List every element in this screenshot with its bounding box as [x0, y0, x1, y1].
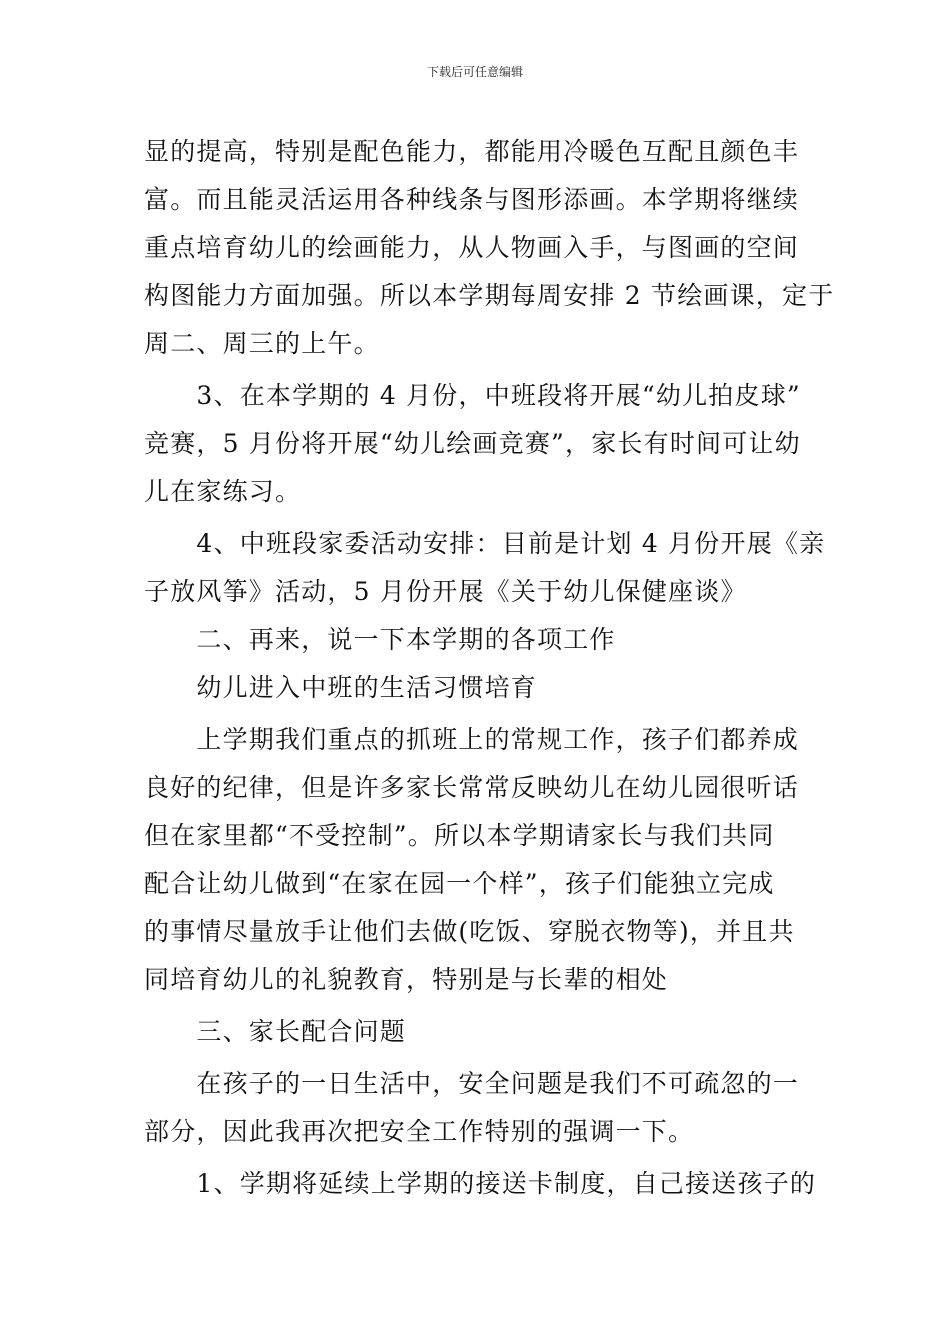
subsection-heading: 幼儿进入中班的生活习惯培育: [144, 673, 538, 702]
text-line: 3、在本学期的 4 月份，中班段将开展“幼儿拍皮球”: [144, 381, 801, 410]
section-heading: 二、再来，说一下本学期的各项工作: [144, 625, 616, 654]
text-line: 的事情尽量放手让他们去做(吃饭、穿脱衣物等)，并且共: [144, 917, 795, 946]
text-line: 部分，因此我再次把安全工作特别的强调一下。: [144, 1117, 695, 1146]
text-line: 配合让幼儿做到“在家在园一个样”，孩子们能独立完成: [144, 869, 775, 898]
text-line: 良好的纪律，但是许多家长常常反映幼儿在幼儿园很听话: [144, 773, 800, 802]
text-line: 竞赛，5 月份将开展“幼儿绘画竞赛”，家长有时间可让幼: [144, 429, 801, 458]
text-line: 儿在家练习。: [144, 477, 302, 506]
page-header-note: 下载后可任意编辑: [426, 65, 523, 79]
text-line: 同培育幼儿的礼貌教育，特别是与长辈的相处: [144, 965, 669, 994]
text-line: 但在家里都“不受控制”。所以本学期请家长与我们共同: [144, 821, 775, 850]
document-body: [144, 128, 835, 1208]
text-line: 富。而且能灵活运用各种线条与图形添画。本学期将继续: [144, 185, 800, 214]
text-line: 构图能力方面加强。所以本学期每周安排 2 节绘画课，定于: [144, 281, 835, 310]
text-line: 显的提高，特别是配色能力，都能用冷暖色互配且颜色丰: [144, 137, 800, 166]
section-heading: 三、家长配合问题: [144, 1017, 407, 1046]
text-line: 重点培育幼儿的绘画能力，从人物画入手，与图画的空间: [144, 233, 800, 262]
text-line: 上学期我们重点的抓班上的常规工作，孩子们都养成: [144, 725, 800, 754]
text-line: 在孩子的一日生活中，安全问题是我们不可疏忽的一: [144, 1069, 800, 1098]
text-line: 子放风筝》活动，5 月份开展《关于幼儿保健座谈》: [144, 577, 747, 606]
text-line: 周二、周三的上午。: [144, 329, 380, 358]
text-line: 1、学期将延续上学期的接送卡制度，自己接送孩子的: [144, 1169, 817, 1198]
text-line: 4、中班段家委活动安排：目前是计划 4 月份开展《亲: [144, 529, 826, 558]
